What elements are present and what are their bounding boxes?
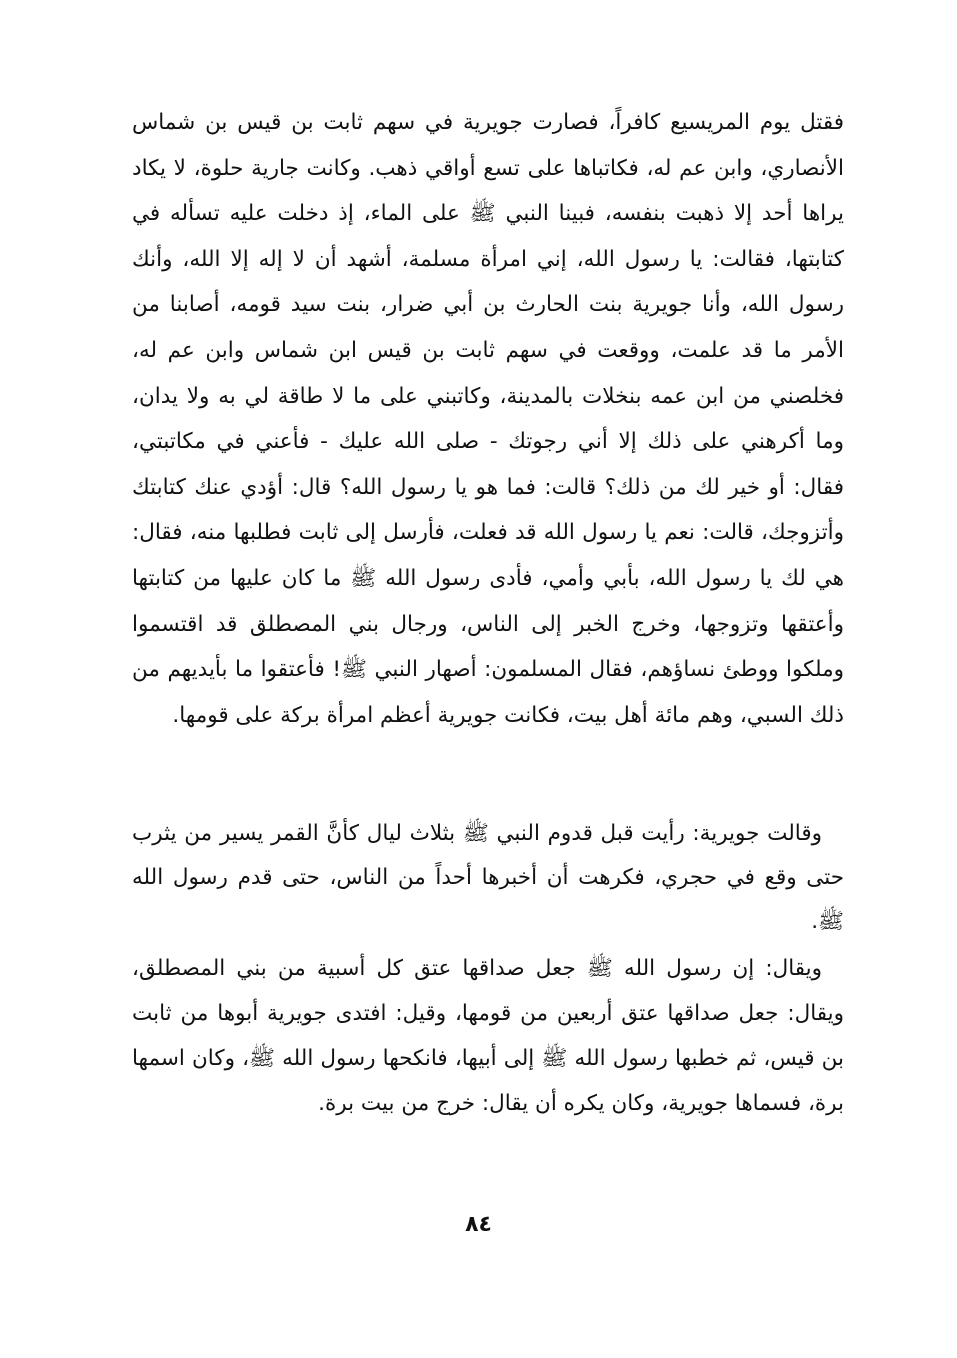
paragraph-2: وقالت جويرية: رأيت قبل قدوم النبي ﷺ بثلاث ليال كأنَّ القمر يسير من يثرب حتى وقع في حجري، فكرهت أن أخبرها أحداً من الناس، حتى قدم رسول الله ﷺ. — [132, 821, 844, 934]
body-text-block-3 — [132, 946, 844, 1126]
body-text-block-2 — [132, 812, 844, 944]
paragraph-3: ويقال: إن رسول الله ﷺ جعل صداقها عتق كل أسبية من بني المصطلق، ويقال: جعل صداقها عتق أربعين من قومها، وقيل: افتدى جويرية أبوها من ثابت بن قيس، ثم خطبها رسول الله ﷺ إلى أبيها، فانكحها رسول الله ﷺ، وكان اسمها برة، فسماها جويرية، وكان يكره أن يقال: خرج من بيت برة. — [132, 956, 844, 1116]
paragraph-1: فقتل يوم المريسيع كافراً، فصارت جويرية في سهم ثابت بن قيس بن شماس الأنصاري، وابن عم له، فكاتباها على تسع أواقي ذهب. وكانت جارية حلوة، لا يكاد يراها أحد إلا ذهبت بنفسه، فبينا النبي ﷺ على الماء، إذ دخلت عليه تسأله في كتابتها، فقالت: يا رسول الله، إني امرأة مسلمة، أشهد أن لا إله إلا الله، وأنك رسول الله، وأنا جويرية بنت الحارث بن أبي ضرار، بنت سيد قومه، أصابنا من الأمر ما قد علمت، ووقعت في سهم ثابت بن قيس ابن شماس وابن عم له، فخلصني من ابن عمه بنخلات بالمدينة، وكاتبني على ما لا طاقة لي به ولا يدان، وما أكرهني على ذلك إلا أني رجوتك - صلى الله عليك - فأعني في مكاتبتي، فقال: أو خير لك من ذلك؟ قالت: فما هو يا رسول الله؟ قال: أؤدي عنك كتابتك وأتزوجك، قالت: نعم يا رسول الله قد فعلت، فأرسل إلى ثابت فطلبها منه، فقال: هي لك يا رسول الله، بأبي وأمي، فأدى رسول الله ﷺ ما كان عليها من كتابتها وأعتقها وتزوجها، وخرج الخبر إلى الناس، ورجال بني المصطلق قد اقتسموا وملكوا ووطئ نساؤهم، فقال المسلمون: أصهار النبي ﷺ! فأعتقوا ما بأيديهم من ذلك السبي، وهم مائة أهل بيت، فكانت جويرية أعظم امرأة بركة على قومها. — [132, 110, 844, 728]
page-number: ٨٤ — [465, 1212, 492, 1237]
body-text-block-1 — [132, 100, 844, 738]
